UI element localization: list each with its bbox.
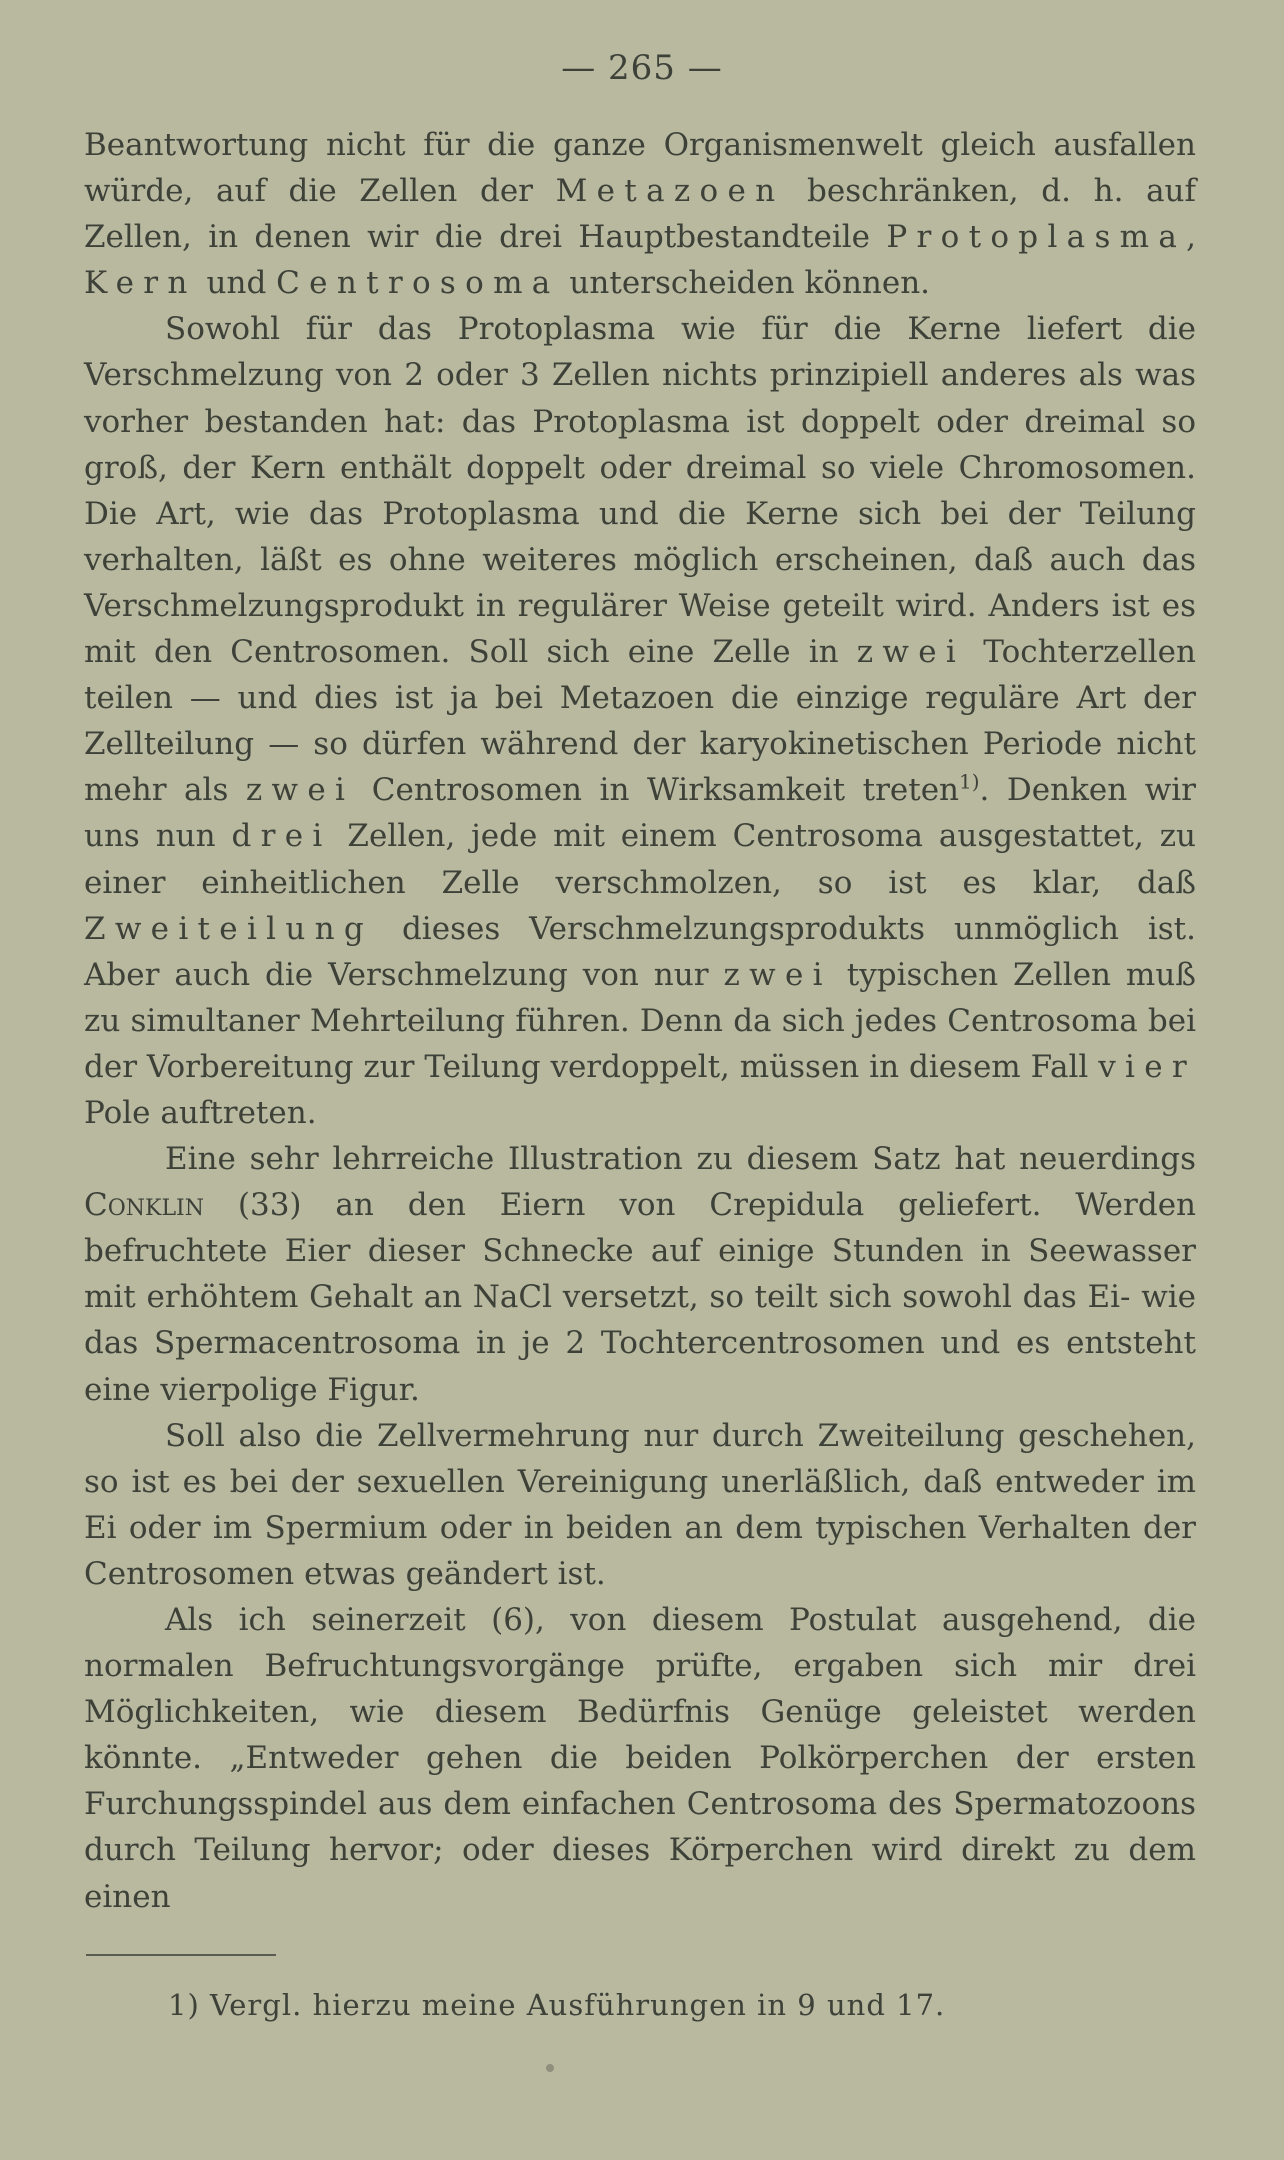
text-run: dieses Verschmelzungsprodukts unmöglich ist. Aber auch die Verschmelzung von nur xyxy=(84,910,1196,993)
text-run: , xyxy=(1186,219,1196,256)
text-run: Sowohl für das Protoplasma wie für die Kerne liefert die Verschmelzung von 2 oder 3 Zellen nichts prinzipiell anderes als was vorher bestanden hat: das Protoplasma ist doppelt oder dreimal so groß, der Kern enthält doppelt oder dreimal so viele Chromosomen. Die Art, wie das Protoplasma und die Kerne sich bei der Teilung verhalten, läßt es ohne weiteres möglich erscheinen, daß auch das Verschmelzungsprodukt in regulärer Weise geteilt wird. Anders ist es mit den Centrosomen. Soll sich eine Zelle in xyxy=(84,311,1196,671)
footnote: 1) Vergl. hierzu meine Ausführungen in 9 und 17. xyxy=(168,1988,946,2022)
spaced-term: zwei xyxy=(856,634,966,671)
spaced-term: Centrosoma xyxy=(276,265,560,302)
spaced-term: Metazoen xyxy=(555,173,785,210)
paragraph-2 xyxy=(84,306,1196,1136)
text-run: Tochterzellen teilen — und dies ist ja bei Metazoen die einzige reguläre Art der Zellteilung — so dürfen während der karyokinetischen Periode nicht mehr als xyxy=(84,634,1196,809)
spaced-term: Protoplasma xyxy=(886,219,1187,256)
paragraph-3 xyxy=(84,1136,1196,1413)
footnote-divider xyxy=(86,1954,276,1956)
main-text xyxy=(84,122,1196,1920)
text-run: typischen Zellen muß zu simultaner Mehrteilung führen. Denn da sich jedes Centrosoma bei der Vorbereitung zur Teilung verdoppelt, müssen in diesem Fall xyxy=(84,956,1197,1085)
spaced-term: vier xyxy=(1098,1048,1196,1085)
spaced-term: zwei xyxy=(245,772,355,809)
text-run: beschränken, d. h. auf Zellen, in denen wir die drei Hauptbestandteile xyxy=(84,173,1196,256)
spaced-term: zwei xyxy=(723,956,832,993)
text-run: Zellen, jede mit einem Centrosoma ausgestattet, zu einer einheitlichen Zelle verschmolzen, so ist es klar, daß xyxy=(84,818,1196,901)
text-run: Centrosomen in Wirksamkeit treten xyxy=(354,772,960,809)
text-run: Eine sehr lehrreiche Illustration zu diesem Satz hat neuerdings xyxy=(165,1141,1196,1178)
paper-speck xyxy=(546,2064,554,2072)
paragraph-4: Soll also die Zellvermehrung nur durch Zweiteilung geschehen, so ist es bei der sexuellen Vereinigung unerläßlich, daß entweder im Ei oder im Spermium oder in beiden an dem typischen Verhalten der Centrosomen etwas geändert ist. xyxy=(84,1417,1196,1592)
paragraph-1 xyxy=(84,122,1196,306)
text-run: unterscheiden können. xyxy=(559,265,931,302)
footnote-marker: 1) xyxy=(959,769,980,794)
page-number: — 265 — xyxy=(561,48,723,88)
paragraph-5: Als ich seinerzeit (6), von diesem Postulat ausgehend, die normalen Befruchtungsvorgänge prüfte, ergaben sich mir drei Möglichkeiten, wie diesem Bedürfnis Genüge geleistet werden könnte. „Entweder gehen die beiden Polkörperchen der ersten Furchungsspindel aus dem einfachen Centrosoma des Spermatozoons durch Teilung hervor; oder dieses Körperchen wird direkt zu dem einen xyxy=(84,1602,1196,1915)
spaced-term: drei xyxy=(231,818,332,855)
text-run: . Denken wir uns nun xyxy=(84,772,1196,855)
text-run: Beantwortung nicht für die ganze Organismenwelt gleich ausfallen würde, auf die Zellen der xyxy=(84,127,1196,210)
spaced-term: Zweiteilung xyxy=(84,910,374,947)
spaced-term: Kern xyxy=(84,265,197,302)
text-run: und xyxy=(196,265,277,302)
text-run: (33) an den Eiern von Crepidula geliefert. Werden befruchtete Eier dieser Schnecke auf einige Stunden in Seewasser mit erhöhtem Gehalt an NaCl versetzt, so teilt sich sowohl das Ei- wie das Spermacentrosoma in je 2 Tochtercentrosomen und es entsteht eine vierpolige Figur. xyxy=(84,1187,1196,1408)
text-run: Pole auftreten. xyxy=(84,1094,317,1131)
author-name: Conklin xyxy=(84,1187,204,1224)
